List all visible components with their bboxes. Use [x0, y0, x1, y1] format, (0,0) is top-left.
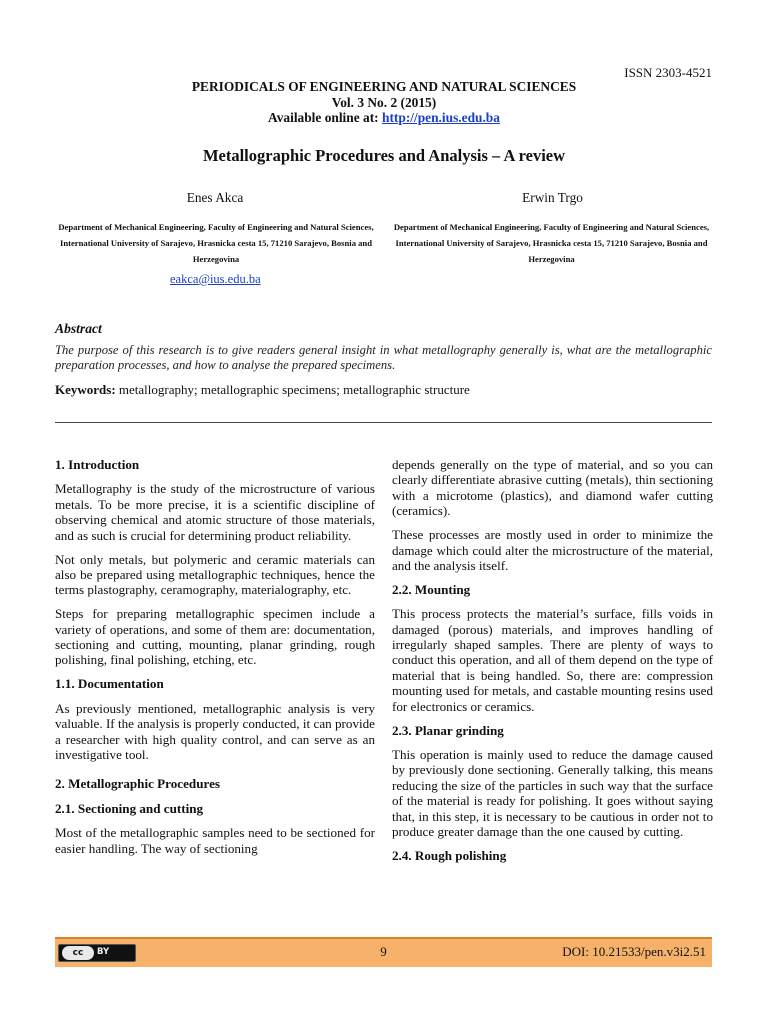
paragraph: As previously mentioned, metallographic analysis is very valuable. If the analysis is properly conducted, it can provide a researcher with high quality control, and can serve as an investigative tool.: [55, 700, 375, 762]
heading-mounting: 2.2. Mounting: [392, 581, 471, 597]
page-number: 9: [380, 944, 387, 959]
author-affiliation-1: Department of Mechanical Engineering, Faculty of Engineering and Natural Sciences, International University of Sarajevo, Hrasnicka cesta 15, 71210 Sarajevo, Bosnia and Herzegovina: [58, 222, 374, 264]
keywords: [55, 382, 470, 398]
heading-metallographic-procedures: 2. Metallographic Procedures: [55, 776, 220, 792]
issn: ISSN 2303-4521: [624, 65, 712, 80]
journal-name: PERIODICALS OF ENGINEERING AND NATURAL SCIENCES: [191, 79, 577, 94]
heading-rough-polishing: 2.4. Rough polishing: [392, 847, 507, 863]
page-footer: [55, 937, 712, 967]
paragraph: Steps for preparing metallographic specimen include a variety of operations, and some of them are: documentation, sectioning and cutting, mounting, planar grinding, rough polishing, final polishing, etching, etc.: [55, 606, 375, 668]
available-label: Available online at:: [268, 110, 379, 125]
author-affiliation-2: Department of Mechanical Engineering, Faculty of Engineering and Natural Sciences, International University of Sarajevo, Hrasnicka cesta 15, 71210 Sarajevo, Bosnia and Herzegovina: [393, 222, 710, 264]
paragraph: This process protects the material’s surface, fills voids in damaged (porous) materials, and improves handling of irregularly shaped samples. There are plenty of ways to conduct this operation, and all of them depend on the type of material that is being handled. So, there are: compression mounting used for metals, and castable mounting resins used for electronics or ceramics.: [392, 606, 713, 714]
abstract-heading: Abstract: [55, 321, 102, 336]
creative-commons-icon: cc: [62, 946, 94, 960]
author-name-2: Erwin Trgo: [522, 190, 583, 205]
paragraph: Metallography is the study of the microstructure of various metals. To be more precise, it is a scientific discipline of observing chemical and atomic structure of those materials, and as such is crucial for determining product reliability.: [55, 481, 375, 543]
heading-sectioning: 2.1. Sectioning and cutting: [55, 800, 204, 816]
heading-introduction: 1. Introduction: [55, 457, 140, 472]
keywords-text: metallography; metallographic specimens; metallographic structure: [118, 382, 470, 397]
license-by-label: BY: [97, 947, 110, 957]
journal-header: [0, 79, 768, 126]
journal-volume: Vol. 3 No. 2 (2015): [331, 94, 437, 110]
paragraph: This operation is mainly used to reduce the damage caused by previously done sectioning. Generally talking, this means reducing the size of the particles in such way that the surface of the material is ready for polishing. It goes without saying that, in this step, it is necessary to be cautious in order not to produce greater damage than the one caused by cutting.: [392, 747, 713, 840]
author-email-link[interactable]: eakca@ius.edu.ba: [170, 272, 261, 286]
right-column: [392, 457, 713, 872]
keywords-label: Keywords:: [55, 382, 116, 397]
heading-planar-grinding: 2.3. Planar grinding: [392, 722, 504, 738]
paragraph: Most of the metallographic samples need to be sectioned for easier handling. The way of sectioning: [55, 825, 375, 856]
journal-availability: [0, 110, 768, 126]
paper-title: Metallographic Procedures and Analysis – A review: [202, 146, 566, 165]
doi: DOI: 10.21533/pen.v3i2.51: [562, 944, 706, 959]
paragraph: depends generally on the type of material, and so you can clearly differentiate abrasive cutting (metals), thin sectioning with a microtome (plastics), and diamond wafer cutting (ceramics).: [392, 457, 713, 519]
journal-url-link[interactable]: http://pen.ius.edu.ba: [382, 110, 500, 125]
paragraph: These processes are mostly used in order to minimize the damage which could alter the microstructure of the material, and the analysis itself.: [392, 527, 713, 573]
heading-documentation: 1.1. Documentation: [55, 676, 164, 692]
left-column: [55, 457, 375, 865]
author-name-1: Enes Akca: [186, 190, 244, 205]
section-divider: [55, 422, 712, 423]
paragraph: Not only metals, but polymeric and ceramic materials can also be prepared using metallographic techniques, hence the terms plastography, ceramography, materialography, etc.: [55, 551, 375, 598]
abstract-text: The purpose of this research is to give readers general insight in what metallography generally is, what are the metallographic preparation processes, and how to analyse the prepared specimens.: [55, 343, 712, 372]
